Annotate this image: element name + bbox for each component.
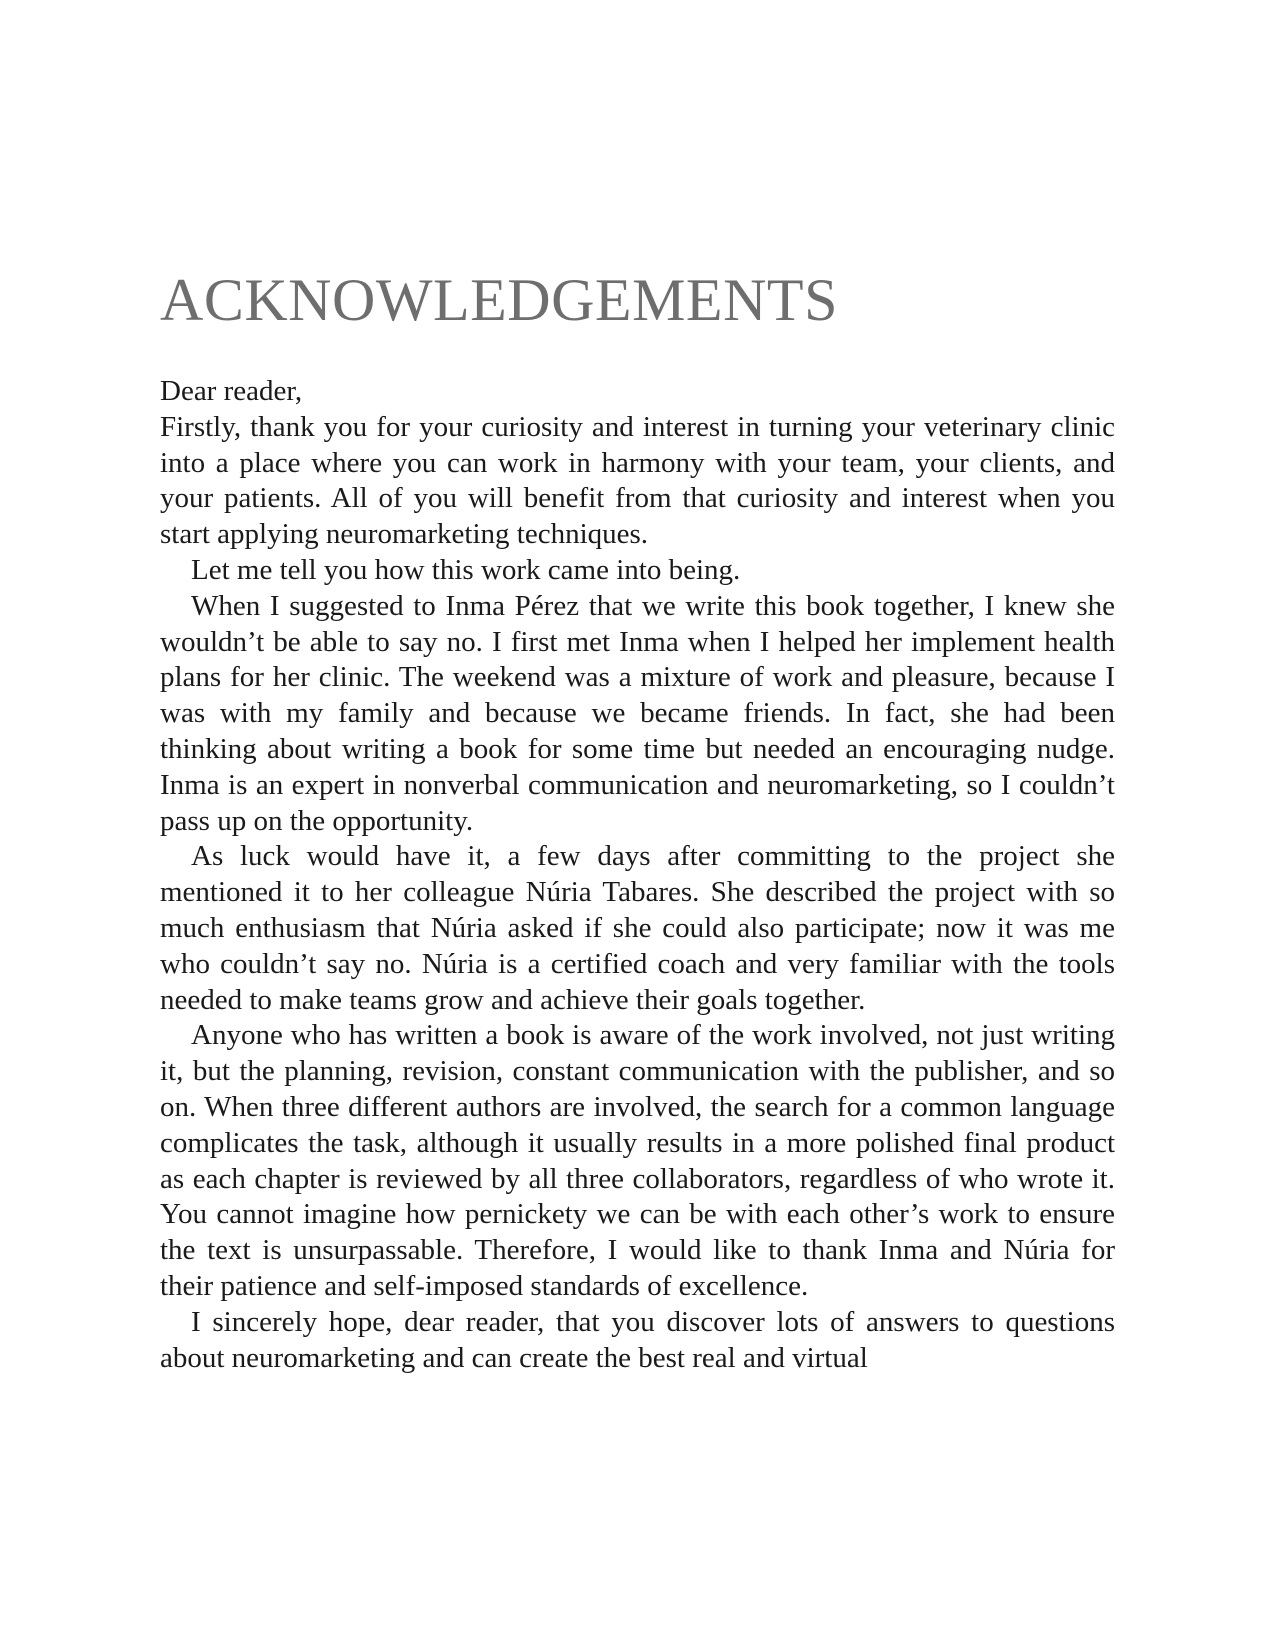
salutation: Dear reader, — [160, 375, 303, 407]
page-content — [160, 267, 1115, 1376]
body-paragraph-1: Firstly, thank you for your curiosity and interest in turning your veterinary clinic into a place where you can work in harmony with your team, your clients, and your patients. All of you will benefit from that curiosity and interest when you start applying neuromarketing techniques. — [160, 410, 1115, 551]
body-paragraph-6: I sincerely hope, dear reader, that you discover lots of answers to questions about neuromarketing and can create the best real and virtual — [160, 1305, 1115, 1374]
body-paragraph-3: When I suggested to Inma Pérez that we write this book together, I knew she wouldn’t be able to say no. I first met Inma when I helped her implement health plans for her clinic. The weekend was a mixture of work and pleasure, because I was with my family and because we became friends. In fact, she had been thinking about writing a book for some time but needed an encouraging nudge. Inma is an expert in nonverbal communication and neuromarketing, so I couldn’t pass up on the opportunity. — [160, 589, 1115, 837]
body-paragraph-2: Let me tell you how this work came into being. — [191, 553, 741, 586]
page-title: ACKNOWLEDGEMENTS — [160, 267, 838, 333]
body-paragraph-5: Anyone who has written a book is aware of the work involved, not just writing it, but the planning, revision, constant communication with the publisher, and so on. When three different authors are involved, the search for a common language complicates the task, although it usually results in a more polished final product as each chapter is reviewed by all three collaborators, regardless of who wrote it. You cannot imagine how pernickety we can be with each other’s work to ensure the text is unsurpassable. Therefore, I would like to thank Inma and Núria for their patience and self-imposed standards of excellence. — [160, 1019, 1115, 1302]
body-paragraph-4: As luck would have it, a few days after committing to the project she mentioned it to her colleague Núria Tabares. She described the project with so much enthusiasm that Núria asked if she could also participate; now it was me who couldn’t say no. Núria is a certified coach and very familiar with the tools needed to make teams grow and achieve their goals together. — [160, 840, 1115, 1016]
